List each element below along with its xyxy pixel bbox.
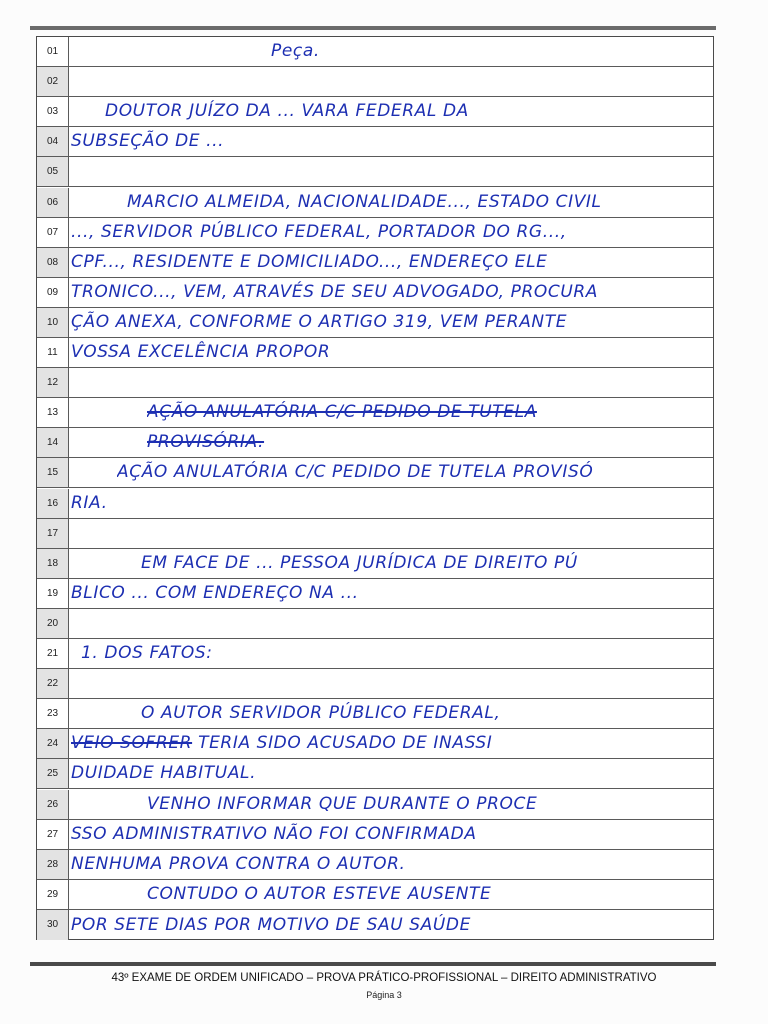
answer-line bbox=[37, 37, 713, 67]
answer-line bbox=[37, 910, 713, 940]
handwritten-text: CONTUDO O AUTOR ESTEVE AUSENTE bbox=[147, 883, 492, 904]
line-number: 04 bbox=[37, 127, 69, 156]
handwritten-text: VENHO INFORMAR QUE DURANTE O PROCE bbox=[147, 793, 538, 814]
line-number: 13 bbox=[37, 398, 69, 427]
answer-line bbox=[37, 880, 713, 910]
line-number: 22 bbox=[37, 669, 69, 698]
answer-line bbox=[37, 157, 713, 187]
handwritten-text: RIA. bbox=[71, 492, 108, 513]
line-number: 10 bbox=[37, 308, 69, 337]
answer-line bbox=[37, 639, 713, 669]
answer-line bbox=[37, 308, 713, 338]
line-number: 26 bbox=[37, 790, 69, 819]
line-number: 03 bbox=[37, 97, 69, 126]
answer-line bbox=[37, 278, 713, 308]
answer-line bbox=[37, 338, 713, 368]
handwritten-text: NENHUMA PROVA CONTRA O AUTOR. bbox=[71, 853, 406, 874]
handwritten-text: DUIDADE HABITUAL. bbox=[71, 763, 257, 784]
bottom-rule bbox=[30, 962, 716, 966]
answer-line bbox=[37, 790, 713, 820]
line-number: 21 bbox=[37, 639, 69, 668]
line-number: 30 bbox=[37, 910, 69, 940]
line-number: 06 bbox=[37, 188, 69, 217]
handwritten-text: SUBSEÇÃO DE ... bbox=[71, 131, 225, 152]
handwritten-text: BLICO ... COM ENDEREÇO NA ... bbox=[71, 582, 359, 603]
line-number: 20 bbox=[37, 609, 69, 638]
handwritten-text: MARCIO ALMEIDA, NACIONALIDADE..., ESTADO CIVIL bbox=[127, 191, 602, 212]
answer-line bbox=[37, 218, 713, 248]
line-number: 25 bbox=[37, 759, 69, 788]
line-number: 02 bbox=[37, 67, 69, 96]
line-number: 15 bbox=[37, 458, 69, 487]
line-number: 11 bbox=[37, 338, 69, 367]
line-number: 18 bbox=[37, 549, 69, 578]
line-number: 12 bbox=[37, 368, 69, 397]
answer-line bbox=[37, 759, 713, 789]
handwritten-text: VOSSA EXCELÊNCIA PROPOR bbox=[71, 342, 331, 363]
handwritten-text: TRONICO..., VEM, ATRAVÉS DE SEU ADVOGADO, PROCURA bbox=[71, 281, 599, 302]
line-number: 01 bbox=[37, 37, 69, 66]
footer-title: 43º EXAME DE ORDEM UNIFICADO – PROVA PRÁTICO-PROFISSIONAL – DIREITO ADMINISTRATIVO bbox=[111, 972, 657, 984]
answer-line bbox=[37, 609, 713, 639]
answer-line bbox=[37, 669, 713, 699]
handwritten-text: DOUTOR JUÍZO DA ... VARA FEDERAL DA bbox=[105, 101, 469, 122]
answer-line bbox=[37, 97, 713, 127]
handwritten-text: VEIO SOFRER TERIA SIDO ACUSADO DE INASSI bbox=[71, 733, 493, 754]
handwritten-text: SSO ADMINISTRATIVO NÃO FOI CONFIRMADA bbox=[71, 823, 477, 844]
line-number: 24 bbox=[37, 729, 69, 758]
line-number: 07 bbox=[37, 218, 69, 247]
answer-line bbox=[37, 579, 713, 609]
answer-line bbox=[37, 820, 713, 850]
answer-sheet bbox=[36, 36, 714, 940]
answer-line bbox=[37, 368, 713, 398]
handwritten-text: EM FACE DE ... PESSOA JURÍDICA DE DIREITO PÚ bbox=[141, 552, 578, 573]
handwritten-text: CPF..., RESIDENTE E DOMICILIADO..., ENDEREÇO ELE bbox=[71, 251, 548, 272]
answer-line bbox=[37, 248, 713, 278]
handwritten-text: PROVISÓRIA. bbox=[147, 432, 265, 453]
handwritten-text: 1. DOS FATOS: bbox=[81, 643, 213, 664]
handwritten-text: Peça. bbox=[271, 41, 320, 62]
line-number: 05 bbox=[37, 157, 69, 186]
answer-line bbox=[37, 458, 713, 488]
top-rule bbox=[30, 26, 716, 30]
handwritten-text: O AUTOR SERVIDOR PÚBLICO FEDERAL, bbox=[141, 703, 501, 724]
line-number: 28 bbox=[37, 850, 69, 879]
handwritten-text: ..., SERVIDOR PÚBLICO FEDERAL, PORTADOR DO RG..., bbox=[71, 221, 567, 242]
answer-line bbox=[37, 127, 713, 157]
answer-line bbox=[37, 729, 713, 759]
answer-line bbox=[37, 519, 713, 549]
answer-line bbox=[37, 699, 713, 729]
line-number: 29 bbox=[37, 880, 69, 909]
answer-line bbox=[37, 489, 713, 519]
line-number: 08 bbox=[37, 248, 69, 277]
answer-line bbox=[37, 850, 713, 880]
line-number: 19 bbox=[37, 579, 69, 608]
handwritten-text: AÇÃO ANULATÓRIA C/C PEDIDO DE TUTELA bbox=[147, 402, 537, 423]
handwritten-text: AÇÃO ANULATÓRIA C/C PEDIDO DE TUTELA PROVISÓ bbox=[117, 462, 594, 483]
line-number: 14 bbox=[37, 428, 69, 457]
answer-line bbox=[37, 549, 713, 579]
answer-line bbox=[37, 188, 713, 218]
line-number: 27 bbox=[37, 820, 69, 849]
answer-line bbox=[37, 67, 713, 97]
footer-page-number: Página 3 bbox=[366, 990, 402, 1000]
answer-line bbox=[37, 398, 713, 428]
handwritten-text: POR SETE DIAS POR MOTIVO DE SAU SAÚDE bbox=[71, 914, 471, 935]
line-number: 16 bbox=[37, 489, 69, 518]
line-number: 09 bbox=[37, 278, 69, 307]
line-number: 17 bbox=[37, 519, 69, 548]
answer-line bbox=[37, 428, 713, 458]
handwritten-text: ÇÃO ANEXA, CONFORME O ARTIGO 319, VEM PERANTE bbox=[71, 311, 568, 332]
line-number: 23 bbox=[37, 699, 69, 728]
